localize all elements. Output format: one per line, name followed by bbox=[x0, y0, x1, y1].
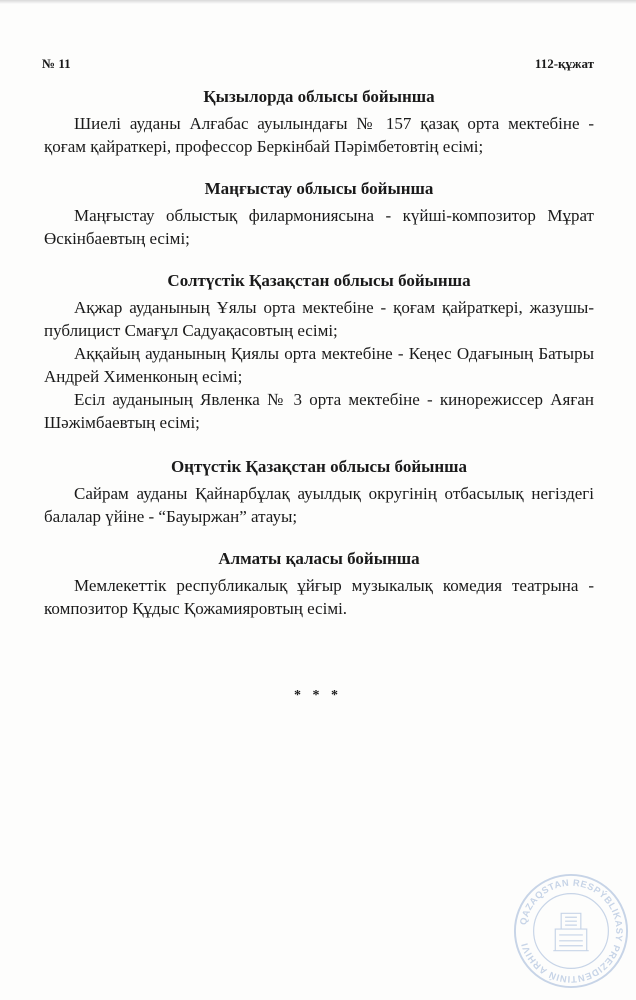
paragraph: Шиелі ауданы Алғабас ауылындағы № 157 қазақ орта мектебіне - қоғам қайраткері, профессор Беркінбай Пәрімбетовтің есімі; bbox=[44, 114, 594, 156]
archive-stamp bbox=[512, 872, 630, 990]
paragraph: Мемлекеттік республикалық ұйғыр музыкалық комедия театрына - композитор Құдыс Қожамияровтың есімі. bbox=[44, 576, 594, 618]
section-south-kazakhstan bbox=[44, 456, 594, 528]
building-icon bbox=[553, 913, 588, 950]
section-almaty bbox=[44, 548, 594, 620]
document-number: № 11 bbox=[42, 56, 71, 71]
paragraph: Маңғыстау облыстық филармониясына - күйші-композитор Мұрат Өскінбаевтың есімі; bbox=[44, 206, 594, 248]
section-separator: * * * bbox=[294, 688, 342, 703]
section-title: Солтүстік Қазақстан облысы бойынша bbox=[167, 271, 471, 290]
section-kyzylorda bbox=[44, 86, 594, 158]
page-edge bbox=[0, 0, 636, 4]
section-title: Оңтүстік Қазақстан облысы бойынша bbox=[170, 457, 468, 476]
paragraph: Сайрам ауданы Қайнарбұлақ ауылдық округінің отбасылық негіздегі балалар үйіне - “Бауыржан” атауы; bbox=[44, 484, 594, 526]
document-body bbox=[44, 86, 594, 620]
paragraph: Аққайың ауданының Қиялы орта мектебіне - Кеңес Одағының Батыры Андрей Хименконың есімі; bbox=[44, 344, 594, 386]
paragraph: Есіл ауданының Явленка № 3 орта мектебіне - кинорежиссер Аяған Шәжімбаевтың есімі; bbox=[44, 390, 594, 432]
section-mangystau bbox=[44, 178, 594, 250]
document-reference: 112-құжат bbox=[534, 56, 594, 71]
section-title: Маңғыстау облысы бойынша bbox=[204, 179, 434, 198]
paragraph: Ақжар ауданының Ұялы орта мектебіне - қоғам қайраткері, жазушы-публицист Смағұл Садуақасовтың есімі; bbox=[44, 298, 594, 340]
section-title: Қызылорда облысы бойынша bbox=[203, 87, 435, 106]
section-north-kazakhstan bbox=[44, 270, 594, 434]
section-title: Алматы қаласы бойынша bbox=[218, 549, 420, 568]
stamp-text: QAZAQSTAN RESPÝBLIKASY PREZIDENTINIŃ ARHIVI bbox=[518, 877, 625, 985]
page-header bbox=[42, 56, 594, 76]
